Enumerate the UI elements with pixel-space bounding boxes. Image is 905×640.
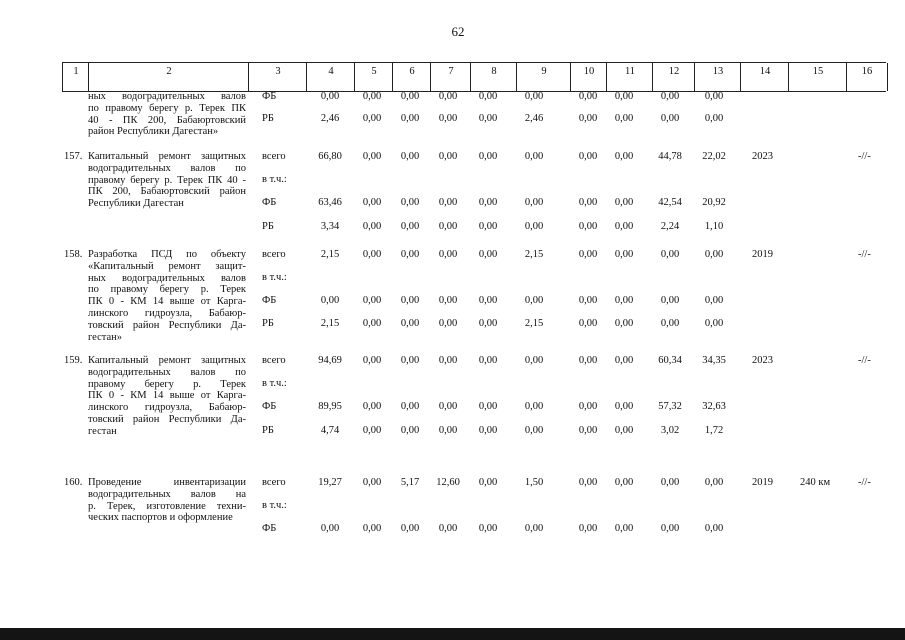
description-line: ПК 0 - КМ 14 выше от Карга- [88,296,246,308]
description-line: район Республики Дагестан» [88,126,219,138]
value-cell: 0,00 [362,221,382,232]
value-cell: 0,00 [660,318,680,329]
value-cell: 0,00 [614,355,634,366]
value-cell: 0,00 [614,221,634,232]
page-number: 62 [451,24,465,39]
scan-bottom-band [0,628,905,640]
description-line: товский район Республики Да- [88,413,246,425]
value-cell: 0,00 [362,295,382,306]
header-col-1: 1 [62,63,89,91]
value-cell: 0,00 [478,425,498,436]
value-cell: 0,00 [438,197,458,208]
value-cell: 0,00 [578,91,598,102]
value-cell: 0,00 [524,91,544,102]
value-cell: 0,00 [438,221,458,232]
value-cell: 0,00 [320,295,340,306]
value-cell: 63,46 [318,197,342,208]
value-cell: 0,00 [320,91,340,102]
value-cell: 0,00 [524,197,544,208]
value-cell: 0,00 [478,249,498,260]
value-cell: 2,15 [524,249,544,260]
value-cell: 4,74 [320,425,340,436]
value-cell: 0,00 [362,318,382,329]
description-line: ческих паспортов и оформление [88,512,233,524]
value-cell: 2,15 [524,318,544,329]
entry-year: 2023 [752,151,773,162]
header-col-2: 2 [88,63,249,91]
value-cell: 0,00 [614,523,634,534]
header-col-10: 10 [570,63,607,91]
entry-year: 2023 [752,355,773,366]
description-line: правому берегу р. Терек ПК 40 - [88,174,246,186]
description-line: Капитальный ремонт защитных [88,355,246,366]
value-cell: 0,00 [614,425,634,436]
value-cell: 0,00 [362,523,382,534]
header-col-5: 5 [354,63,393,91]
description-line: р. Терек, изготовление техни- [88,500,246,512]
value-cell: 0,00 [704,91,724,102]
value-cell: 0,00 [704,295,724,306]
value-cell: 0,00 [524,425,544,436]
description-line: Республики Дагестан [88,198,184,210]
description-line: Проведение инвентаризации [88,477,246,488]
value-cell: 0,00 [578,113,598,124]
header-col-8: 8 [470,63,517,91]
value-cell: 2,46 [320,113,340,124]
value-cell: 0,00 [704,523,724,534]
value-cell: 0,00 [478,151,498,162]
entry-length: 240 км [800,477,831,488]
value-cell: 0,00 [578,295,598,306]
entry-description [88,151,246,210]
value-cell: 0,00 [478,523,498,534]
value-cell: 0,00 [438,249,458,260]
entry-year: 2019 [752,249,773,260]
entry-note: -//- [858,151,871,162]
value-cell: 0,00 [524,295,544,306]
description-line: гестан» [88,331,122,343]
value-cell: 0,00 [660,477,680,488]
value-cell: 0,00 [578,197,598,208]
description-line: товский район Республики Да- [88,319,246,331]
funding-type: РБ [262,221,274,232]
description-line: ных водоградительных валов [88,91,246,102]
value-cell: 0,00 [524,523,544,534]
value-cell: 0,00 [400,113,420,124]
value-cell: 0,00 [660,91,680,102]
value-cell: 0,00 [400,523,420,534]
value-cell: 0,00 [578,523,598,534]
header-col-16: 16 [846,63,888,91]
funding-type: в т.ч.: [262,272,287,283]
funding-type: в т.ч.: [262,378,287,389]
value-cell: 0,00 [400,221,420,232]
value-cell: 0,00 [400,425,420,436]
description-line: правому берегу р. Терек [88,378,246,390]
entry-year: 2019 [752,477,773,488]
value-cell: 0,00 [400,318,420,329]
entry-description [88,249,246,343]
value-cell: 0,00 [478,91,498,102]
description-line: водоградительных валов по [88,162,246,174]
description-line: «Капитальный ремонт защит- [88,260,246,272]
value-cell: 0,00 [362,355,382,366]
description-line: 40 - ПК 200, Бабаюртовский [88,114,246,126]
description-line: Капитальный ремонт защитных [88,151,246,162]
value-cell: 0,00 [400,355,420,366]
header-col-6: 6 [392,63,431,91]
header-col-13: 13 [694,63,741,91]
entry-number: 159. [64,355,83,366]
value-cell: 0,00 [362,249,382,260]
funding-type: в т.ч.: [262,174,287,185]
value-cell: 0,00 [614,295,634,306]
value-cell: 0,00 [362,151,382,162]
value-cell: 0,00 [438,318,458,329]
value-cell: 0,00 [660,113,680,124]
value-cell: 22,02 [702,151,726,162]
value-cell: 0,00 [704,318,724,329]
entry-description [88,477,246,524]
value-cell: 0,00 [362,425,382,436]
value-cell: 32,63 [702,401,726,412]
funding-type: всего [262,355,286,366]
value-cell: 0,00 [362,477,382,488]
value-cell: 12,60 [436,477,460,488]
value-cell: 0,00 [438,401,458,412]
value-cell: 0,00 [362,91,382,102]
funding-type: ФБ [262,401,277,412]
value-cell: 1,10 [704,221,724,232]
value-cell: 0,00 [400,197,420,208]
value-cell: 0,00 [578,401,598,412]
value-cell: 0,00 [704,249,724,260]
entry-note: -//- [858,249,871,260]
entry-number: 157. [64,151,83,162]
value-cell: 0,00 [438,425,458,436]
value-cell: 0,00 [478,401,498,412]
value-cell: 3,02 [660,425,680,436]
value-cell: 0,00 [400,295,420,306]
funding-type: РБ [262,425,274,436]
value-cell: 0,00 [614,477,634,488]
value-cell: 2,15 [320,318,340,329]
value-cell: 0,00 [704,477,724,488]
header-col-9: 9 [516,63,571,91]
value-cell: 0,00 [578,221,598,232]
value-cell: 0,00 [478,295,498,306]
value-cell: 1,72 [704,425,724,436]
funding-type: РБ [262,318,274,329]
header-col-12: 12 [652,63,695,91]
value-cell: 0,00 [578,249,598,260]
description-line: линского гидроузла, Бабаюр- [88,307,246,319]
value-cell: 2,15 [320,249,340,260]
description-line: ПК 200, Бабаюртовский район [88,186,246,198]
value-cell: 0,00 [400,151,420,162]
value-cell: 60,34 [658,355,682,366]
value-cell: 0,00 [478,221,498,232]
header-col-14: 14 [740,63,789,91]
value-cell: 0,00 [400,91,420,102]
value-cell: 0,00 [438,113,458,124]
value-cell: 5,17 [400,477,420,488]
value-cell: 0,00 [614,401,634,412]
value-cell: 0,00 [524,355,544,366]
value-cell: 94,69 [318,355,342,366]
value-cell: 20,92 [702,197,726,208]
value-cell: 0,00 [578,477,598,488]
value-cell: 89,95 [318,401,342,412]
value-cell: 0,00 [614,197,634,208]
entry-description [88,355,246,438]
funding-type: всего [262,151,286,162]
header-col-3: 3 [248,63,307,91]
value-cell: 0,00 [660,295,680,306]
value-cell: 3,34 [320,221,340,232]
header-col-11: 11 [606,63,653,91]
value-cell: 0,00 [362,197,382,208]
value-cell: 0,00 [478,113,498,124]
value-cell: 0,00 [438,91,458,102]
value-cell: 34,35 [702,355,726,366]
value-cell: 0,00 [578,425,598,436]
value-cell: 0,00 [524,221,544,232]
description-line: линского гидроузла, Бабаюр- [88,402,246,414]
value-cell: 57,32 [658,401,682,412]
funding-type: ФБ [262,91,277,102]
value-cell: 0,00 [524,401,544,412]
value-cell: 0,00 [478,197,498,208]
description-line: по правому берегу р. Терек ПК [88,102,246,114]
value-cell: 0,00 [438,355,458,366]
value-cell: 0,00 [660,523,680,534]
entry-number: 158. [64,249,83,260]
description-line: ных водоградительных валов [88,272,246,284]
header-col-15: 15 [788,63,847,91]
value-cell: 0,00 [438,295,458,306]
value-cell: 44,78 [658,151,682,162]
entry-note: -//- [858,477,871,488]
value-cell: 0,00 [578,355,598,366]
funding-type: всего [262,249,286,260]
table-header [62,62,886,92]
value-cell: 0,00 [614,249,634,260]
entry-number: 160. [64,477,83,488]
value-cell: 0,00 [362,401,382,412]
funding-type: РБ [262,113,274,124]
value-cell: 0,00 [478,355,498,366]
value-cell: 2,24 [660,221,680,232]
value-cell: 0,00 [320,523,340,534]
description-line: водоградительных валов по [88,366,246,378]
funding-type: в т.ч.: [262,500,287,511]
value-cell: 0,00 [578,318,598,329]
entry-description [88,91,246,138]
value-cell: 0,00 [614,151,634,162]
value-cell: 0,00 [438,151,458,162]
funding-type: ФБ [262,295,277,306]
value-cell: 0,00 [438,523,458,534]
entry-note: -//- [858,355,871,366]
value-cell: 0,00 [578,151,598,162]
value-cell: 0,00 [478,477,498,488]
value-cell: 2,46 [524,113,544,124]
funding-type: ФБ [262,523,277,534]
description-line: гестан [88,425,117,437]
value-cell: 66,80 [318,151,342,162]
value-cell: 0,00 [362,113,382,124]
funding-type: всего [262,477,286,488]
header-col-7: 7 [430,63,471,91]
value-cell: 0,00 [478,318,498,329]
value-cell: 0,00 [660,249,680,260]
value-cell: 19,27 [318,477,342,488]
value-cell: 42,54 [658,197,682,208]
value-cell: 0,00 [400,401,420,412]
value-cell: 0,00 [614,91,634,102]
description-line: ПК 0 - КМ 14 выше от Карга- [88,390,246,402]
value-cell: 0,00 [614,113,634,124]
funding-type: ФБ [262,197,277,208]
description-line: по правому берегу р. Терек [88,284,246,296]
value-cell: 1,50 [524,477,544,488]
value-cell: 0,00 [704,113,724,124]
value-cell: 0,00 [400,249,420,260]
header-col-4: 4 [306,63,355,91]
description-line: Разработка ПСД по объекту [88,249,246,260]
description-line: водоградительных валов на [88,488,246,500]
value-cell: 0,00 [524,151,544,162]
value-cell: 0,00 [614,318,634,329]
